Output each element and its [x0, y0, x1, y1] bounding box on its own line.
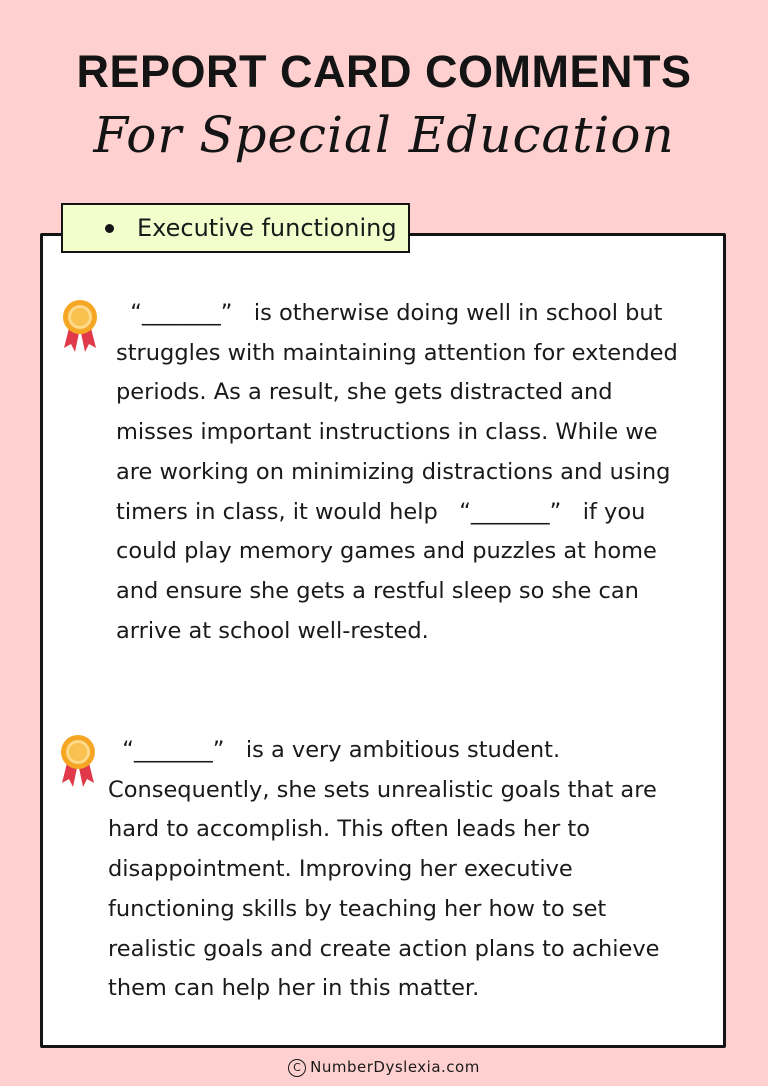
- footer: [0, 1058, 768, 1077]
- section-tag: [61, 203, 410, 253]
- footer-site: NumberDyslexia.com: [310, 1058, 480, 1076]
- comment-text: “_______” is a very ambitious student. Consequently, she sets unrealistic goals that are hard to accomplish. This often leads her to disappointment. Improving her executive functioning skills by teaching her how to set realistic goals and create action plans to achieve them can help her in this matter.: [108, 737, 660, 1002]
- award-ribbon-icon: [58, 733, 98, 791]
- section-tag-label: Executive functioning: [137, 214, 397, 242]
- comment-text: “_______” is otherwise doing well in school but struggles with maintaining attention for extended periods. As a result, she gets distracted and misses important instructions in class. While we are working on minimizing distractions and using timers in class, it would help “_______” if you could play memory games and puzzles at home and ensure she gets a restful sleep so she can arrive at school well-rested.: [116, 300, 678, 644]
- copyright-icon: C: [288, 1059, 306, 1077]
- award-ribbon-icon: [60, 298, 100, 356]
- bullet-icon: [105, 224, 114, 233]
- page-title: REPORT CARD COMMENTS: [76, 46, 692, 97]
- page-subtitle: For Special Education: [93, 106, 675, 164]
